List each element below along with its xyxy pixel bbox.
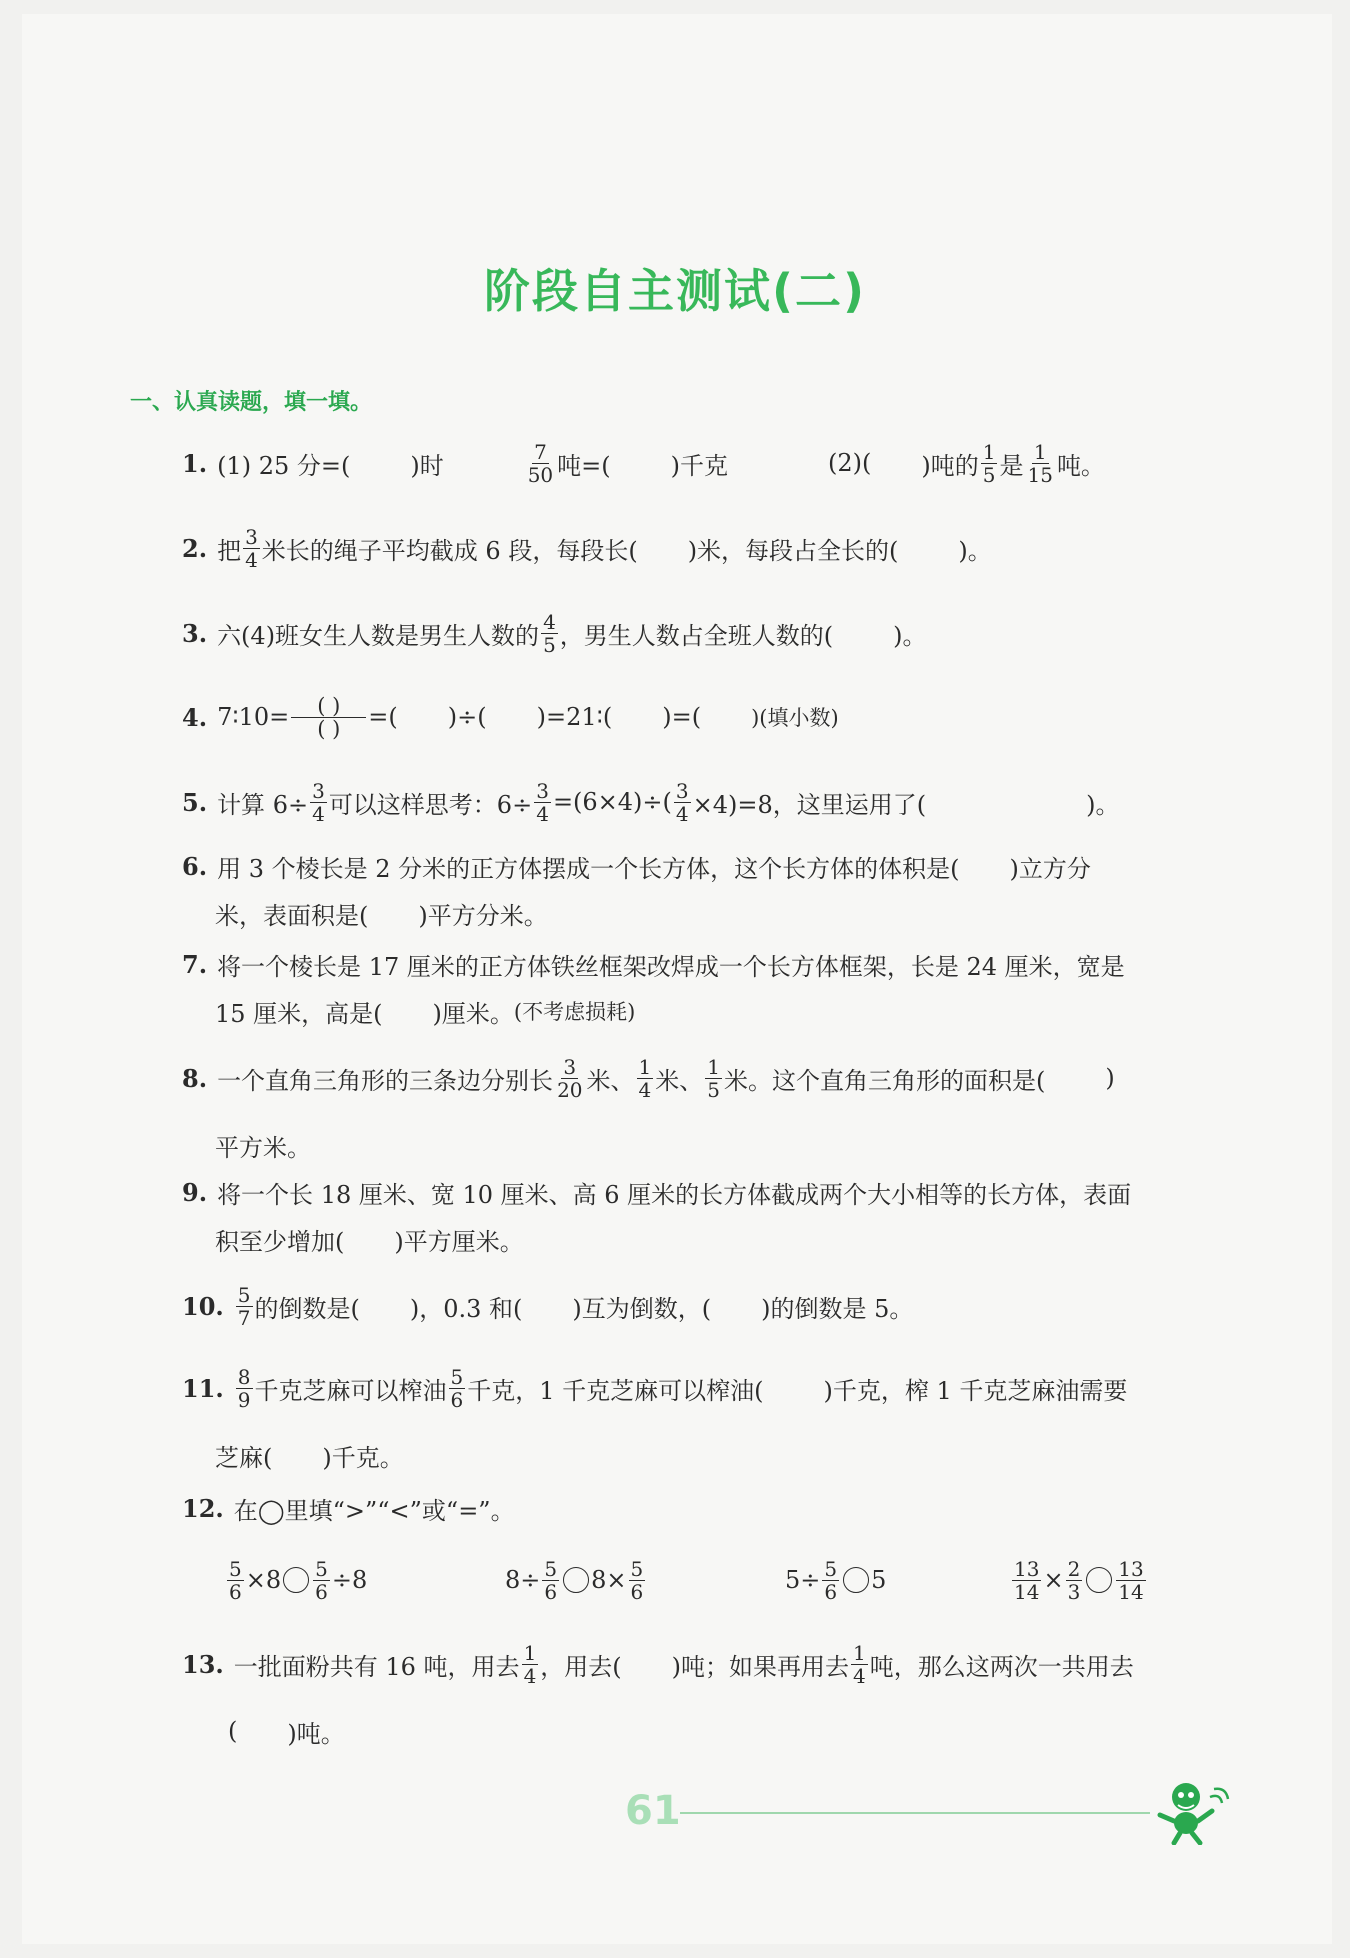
fraction: $\frac{1}{4}$ bbox=[523, 1640, 537, 1688]
fraction: $\frac{3}{4}$ bbox=[675, 778, 689, 826]
compare-circle[interactable] bbox=[563, 1567, 589, 1593]
fraction: $\frac{3}{4}$ bbox=[245, 524, 258, 572]
compare-circle[interactable] bbox=[1086, 1567, 1112, 1593]
question-6: 6. 用 3 个棱长是 2 分米的正方体摆成一个长方体，这个长方体的体积是( )立方分 bbox=[182, 851, 1091, 883]
question-3: 3. 六(4)班女生人数是男生人数的 $\frac{4}{5}$ ，男生人数占全班人数的( )。 bbox=[182, 609, 927, 657]
question-8: 8. 一个直角三角形的三条边分别长 $\frac{3}{20}$ 米、 $\frac{1}{4}$ 米、 $\frac{1}{5}$ 米。这个直角三角形的面积是( ) bbox=[182, 1054, 1115, 1102]
question-9: 9. 将一个长 18 厘米、宽 10 厘米、高 6 厘米的长方体截成两个大小相等的长方体，表面 bbox=[182, 1177, 1132, 1209]
page-number: 61 bbox=[625, 1788, 681, 1834]
fraction: $\frac{1}{5}$ bbox=[707, 1054, 720, 1102]
question-6-cont: 米，表面积是( )平方分米。 bbox=[215, 901, 548, 930]
question-2: 2. 把 $\frac{3}{4}$ 米长的绳子平均截成 6 段，每段长( )米，每段占全长的( )。 bbox=[182, 524, 992, 572]
compare-2: 8÷ $\frac{5}{6}$ 8× $\frac{5}{6}$ bbox=[505, 1556, 644, 1604]
fraction: $\frac{4}{5}$ bbox=[543, 609, 556, 657]
fraction: $\frac{1}{15}$ bbox=[1027, 439, 1053, 487]
blank-fraction: $\frac{( )}{( )}$ bbox=[291, 695, 366, 740]
section-heading: 一、认真读题，填一填。 bbox=[130, 390, 373, 415]
question-8-cont: 平方米。 bbox=[215, 1133, 311, 1162]
question-7: 7. 将一个棱长是 17 厘米的正方体铁丝框架改焊成一个长方体框架，长是 24 厘米，宽是 bbox=[182, 949, 1125, 981]
footer-rule bbox=[680, 1812, 1150, 1814]
question-11: 11. $\frac{8}{9}$ 千克芝麻可以榨油 $\frac{5}{6}$ 千克，1 千克芝麻可以榨油( )千克，榨 1 千克芝麻油需要 bbox=[182, 1364, 1128, 1412]
compare-circle[interactable] bbox=[843, 1567, 869, 1593]
question-11-cont: 芝麻( )千克。 bbox=[215, 1443, 404, 1472]
fraction: $\frac{5}{7}$ bbox=[237, 1282, 251, 1330]
fraction: $\frac{3}{4}$ bbox=[536, 778, 549, 826]
fraction: $\frac{3}{20}$ bbox=[557, 1054, 583, 1102]
fraction: $\frac{1}{4}$ bbox=[638, 1054, 652, 1102]
compare-4: $\frac{13}{14}$ × $\frac{2}{3}$ $\frac{13}{14}$ bbox=[1014, 1556, 1144, 1604]
compare-3: 5÷ $\frac{5}{6}$ 5 bbox=[785, 1556, 887, 1604]
fraction: $\frac{3}{4}$ bbox=[312, 778, 325, 826]
worksheet-title: 阶段自主测试(二) bbox=[483, 264, 867, 318]
question-4: 4. 7∶10= $\frac{( )}{( )}$ =( )÷( )=21∶( )=( )(填小数) bbox=[182, 693, 839, 741]
fraction: $\frac{8}{9}$ bbox=[237, 1364, 251, 1412]
question-1: 1. (1) 25 分=( )时 $\frac{7}{50}$ 吨=( )千克 (2)( )吨的 $\frac{1}{5}$ 是 $\frac{1}{15}$ 吨。 bbox=[182, 439, 1105, 487]
fraction: $\frac{7}{50}$ bbox=[527, 439, 554, 487]
compare-1: $\frac{5}{6}$ ×8 $\frac{5}{6}$ ÷8 bbox=[229, 1556, 368, 1604]
question-9-cont: 积至少增加( )平方厘米。 bbox=[215, 1227, 524, 1256]
question-13-cont: ( )吨。 bbox=[228, 1717, 345, 1748]
question-10: 10. $\frac{5}{7}$ 的倒数是( )，0.3 和( )互为倒数，( )的倒数是 5。 bbox=[182, 1282, 914, 1330]
question-12: 12. 在◯里填“>”“<”或“=”。 bbox=[182, 1493, 515, 1525]
compare-circle[interactable] bbox=[283, 1567, 309, 1593]
question-number: 1. bbox=[182, 448, 208, 478]
fraction: $\frac{5}{6}$ bbox=[450, 1364, 464, 1412]
question-5: 5. 计算 6÷ $\frac{3}{4}$ 可以这样思考：6÷ $\frac{3}{4}$ =(6×4)÷( $\frac{3}{4}$ ×4)=8，这里运用了( )。 bbox=[182, 778, 1120, 826]
fraction: $\frac{1}{4}$ bbox=[853, 1640, 866, 1688]
fraction: $\frac{1}{5}$ bbox=[982, 439, 996, 487]
mascot-icon bbox=[1150, 1775, 1230, 1845]
question-7-cont: 15 厘米，高是( )厘米。 (不考虑损耗) bbox=[215, 999, 636, 1028]
question-13: 13. 一批面粉共有 16 吨，用去 $\frac{1}{4}$ ，用去( )吨；如果再用去 $\frac{1}{4}$ 吨，那么这两次一共用去 bbox=[182, 1640, 1134, 1688]
